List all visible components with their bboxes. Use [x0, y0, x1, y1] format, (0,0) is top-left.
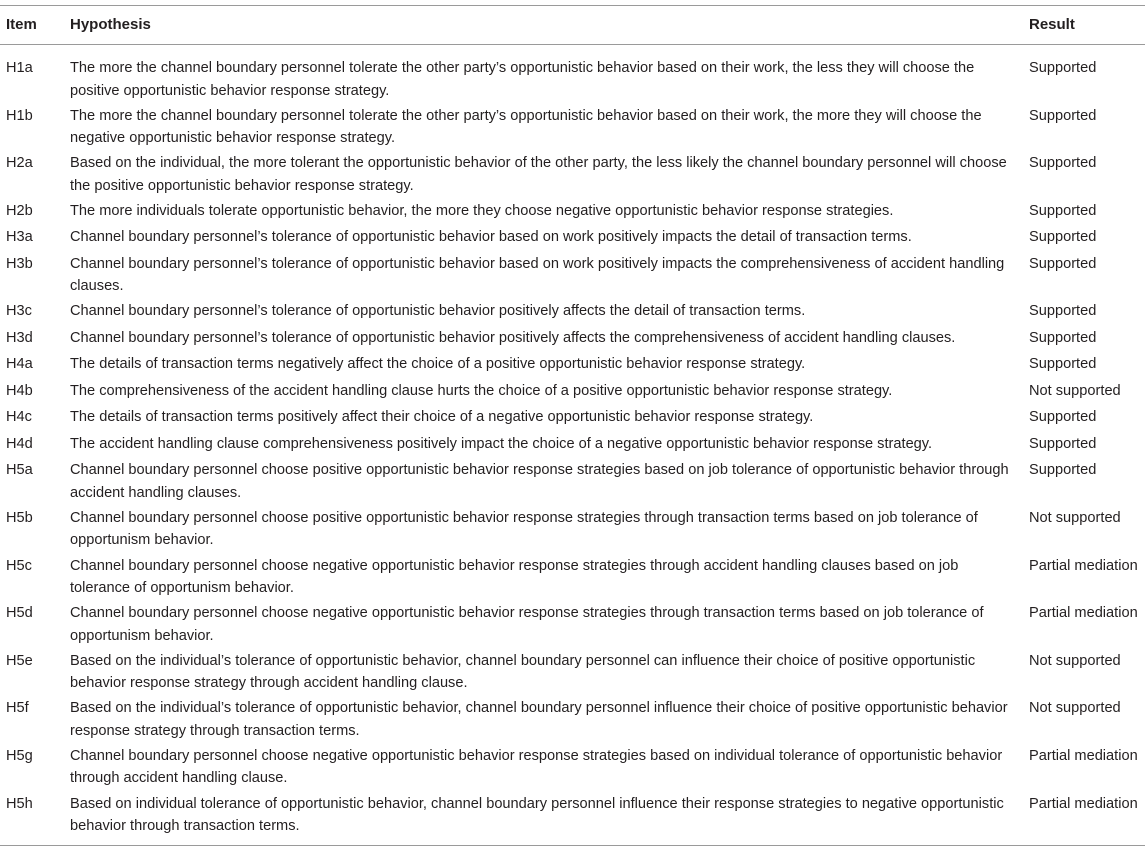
row-item: H4b — [6, 382, 33, 399]
table-row — [0, 94, 1145, 147]
table-row — [0, 289, 1145, 320]
row-item: H5a — [6, 462, 33, 479]
table-body — [0, 46, 1145, 835]
row-result: Supported — [1029, 60, 1097, 76]
row-hypothesis: Channel boundary personnel’s tolerance of opportunistic behavior based on work positively impacts the detail of transaction terms. — [70, 229, 912, 246]
row-item: H3a — [6, 229, 33, 246]
row-item: H5g — [6, 747, 33, 764]
row-hypothesis: Channel boundary personnel choose negative opportunistic behavior response strategies through transaction terms based on job tolerance of opportunism behavior. — [70, 605, 984, 644]
row-result: Supported — [1029, 202, 1097, 219]
table-row — [0, 544, 1145, 597]
header-result: Result — [1029, 16, 1075, 33]
row-item: H4d — [6, 435, 33, 452]
row-result: Supported — [1029, 462, 1097, 479]
row-result: Partial mediation — [1029, 557, 1138, 574]
header-hypothesis: Hypothesis — [70, 16, 151, 33]
row-item: H4a — [6, 356, 33, 373]
row-hypothesis: The accident handling clause comprehensiveness positively impact the choice of a negative opportunistic behavior response strategy. — [70, 435, 933, 452]
table-row — [0, 189, 1145, 219]
table-bottom-rule — [0, 845, 1145, 846]
row-result: Supported — [1029, 356, 1097, 373]
row-hypothesis: Channel boundary personnel choose negative opportunistic behavior response strategies based on individual tolerance of opportunistic behavior through accident handling clause. — [70, 747, 1003, 787]
table-row — [0, 639, 1145, 692]
table-row — [0, 591, 1145, 644]
row-result: Not supported — [1029, 382, 1121, 399]
row-hypothesis: Based on individual tolerance of opportunistic behavior, channel boundary personnel influence their response strategies to negative opportunistic behavior through transaction terms. — [70, 795, 1004, 835]
row-item: H1b — [6, 107, 33, 124]
table-row — [0, 422, 1145, 452]
row-hypothesis: The more the channel boundary personnel tolerate the other party’s opportunistic behavior based on their work, the more they will choose the negative opportunistic behavior response strategy. — [70, 107, 982, 147]
table-row — [0, 395, 1145, 426]
row-item: H3c — [6, 303, 32, 320]
header-item: Item — [6, 16, 37, 33]
table-header-row — [0, 6, 1145, 44]
table-row — [0, 496, 1145, 549]
row-item: H5c — [6, 557, 32, 574]
header-rule — [0, 44, 1145, 45]
row-hypothesis: Channel boundary personnel choose positive opportunistic behavior response strategies based on job tolerance of opportunistic behavior through accident handling clauses. — [70, 462, 1009, 501]
row-hypothesis: Channel boundary personnel’s tolerance of opportunistic behavior positively affects the detail of transaction terms. — [70, 303, 806, 320]
row-item: H5h — [6, 795, 33, 812]
row-item: H2b — [6, 202, 33, 219]
row-item: H3b — [6, 255, 33, 272]
row-result: Not supported — [1029, 509, 1121, 526]
row-hypothesis: Channel boundary personnel choose negative opportunistic behavior response strategies through accident handling clauses based on job tolerance of opportunism behavior. — [70, 557, 959, 597]
row-result: Supported — [1029, 435, 1097, 452]
table-row — [0, 369, 1145, 399]
row-hypothesis: Channel boundary personnel’s tolerance of opportunistic behavior based on work positively impacts the comprehensiveness of accident handling clauses. — [70, 255, 1005, 295]
table-row — [0, 141, 1145, 194]
row-item: H1a — [6, 60, 33, 76]
row-result: Supported — [1029, 255, 1097, 272]
table-row — [0, 342, 1145, 373]
table-row — [0, 686, 1145, 739]
row-result: Partial mediation — [1029, 747, 1138, 764]
table-row — [0, 215, 1145, 246]
row-result: Supported — [1029, 303, 1097, 320]
row-result: Not supported — [1029, 700, 1121, 717]
row-hypothesis: The comprehensiveness of the accident handling clause hurts the choice of a positive opportunistic behavior response strategy. — [70, 382, 893, 399]
row-item: H5f — [6, 700, 29, 717]
table-row — [0, 448, 1145, 501]
row-result: Supported — [1029, 329, 1097, 346]
row-hypothesis: Channel boundary personnel choose positive opportunistic behavior response strategies through transaction terms based on job tolerance of opportunism behavior. — [70, 509, 978, 549]
row-result: Supported — [1029, 107, 1097, 124]
table-row — [0, 242, 1145, 295]
row-result: Not supported — [1029, 652, 1121, 669]
row-item: H2a — [6, 155, 33, 172]
row-result: Supported — [1029, 155, 1097, 172]
table-row — [0, 734, 1145, 787]
row-result: Partial mediation — [1029, 605, 1138, 622]
row-hypothesis: Channel boundary personnel’s tolerance of opportunistic behavior positively affects the comprehensiveness of accident handling clauses. — [70, 329, 956, 346]
row-item: H5e — [6, 652, 33, 669]
row-hypothesis: The more the channel boundary personnel tolerate the other party’s opportunistic behavior based on their work, the less they will choose the positive opportunistic behavior response strategy. — [70, 60, 975, 99]
row-hypothesis: Based on the individual, the more tolerant the opportunistic behavior of the other party, the less likely the channel boundary personnel will choose the positive opportunistic behavior response strategy. — [70, 155, 1007, 194]
row-item: H5b — [6, 509, 33, 526]
row-result: Supported — [1029, 229, 1097, 246]
table-row — [0, 782, 1145, 835]
row-item: H5d — [6, 605, 33, 622]
row-result: Supported — [1029, 409, 1097, 426]
row-hypothesis: The details of transaction terms positively affect their choice of a negative opportunistic behavior response strategy. — [70, 409, 814, 426]
row-result: Partial mediation — [1029, 795, 1138, 812]
row-hypothesis: Based on the individual’s tolerance of opportunistic behavior, channel boundary personnel can influence their choice of positive opportunistic behavior response strategy through accident handling clause. — [70, 652, 976, 692]
table-row — [0, 46, 1145, 99]
row-item: H3d — [6, 329, 33, 346]
row-item: H4c — [6, 409, 32, 426]
row-hypothesis: The details of transaction terms negatively affect the choice of a positive opportunistic behavior response strategy. — [70, 356, 806, 373]
row-hypothesis: Based on the individual’s tolerance of opportunistic behavior, channel boundary personnel influence their choice of positive opportunistic behavior response strategy through transaction terms. — [70, 700, 1008, 739]
table-row — [0, 316, 1145, 346]
row-hypothesis: The more individuals tolerate opportunistic behavior, the more they choose negative opportunistic behavior response strategies. — [70, 202, 894, 219]
